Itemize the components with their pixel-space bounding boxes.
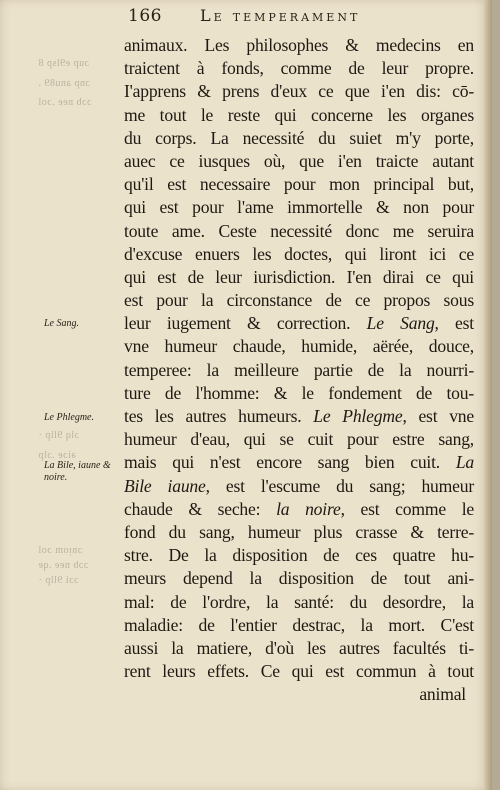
page-header [120,6,470,30]
text-line: qui est de leur iurisdiction. I'en dirai ce qui [124,266,474,287]
text-line: me tout le reste qui concerne les organes [124,104,474,125]
italic-term: Bile iaune [124,475,206,496]
text-line: tes les autres humeurs. Le Phlegme, est vne [124,406,475,426]
italic-term: la noire [276,498,341,519]
margin-note-phlegme: Le Phlegme. [44,412,94,423]
text-line: maladie: de l'entier destrac, la mort. C'est [124,614,474,635]
text-line: chaude & seche: la noire, est comme le [124,498,474,519]
text-line: fond du sang, humeur plus crasse & terre- [124,521,474,542]
show-through-text: ɔup e9lsp 8 [38,58,90,69]
show-through-text: ɔlq 9llp · [38,430,80,441]
text-line: qu'il est necessaire pour mon principal but, [124,174,474,195]
text-line: d'excuse enuers les doctes, qui liront ici ce [124,243,474,264]
text-line: humeur d'eau, qui se cuit pour estre sang, [124,429,474,450]
text-line: meurs depend la disposition de tout ani- [124,568,474,589]
page-number: 166 [128,6,162,26]
show-through-text: əiɔe .ɔlp [38,450,76,461]
italic-term: La [455,452,474,473]
text-line: temperee: la meilleure partie de la nourri- [124,359,474,380]
text-line: Bile iaune, est l'escume du sang; humeur [124,475,474,496]
text-line: toute ame. Ceste necessité donc me seruira [124,220,474,241]
text-line: du corps. La necessité du suiet m'y porte, [124,127,474,148]
text-line: auec ce iusques où, que i'en traicte autant [124,150,474,171]
text-line: ture de l'homme: & le fondement de tou- [124,382,474,403]
show-through-text: ɔnp anu89 . [38,78,90,89]
show-through-text: ɔɔi 9llp · [38,575,79,586]
text-line: mais qui n'est encore sang bien cuit. La [124,452,474,473]
text-line: mal: de l'ordre, la santé: du desordre, la [124,591,474,612]
margin-note-bile: La Bile, iaune & noire. [44,460,111,483]
text-line: leur iugement & correction. Le Sang, est [124,313,474,334]
text-line: rent leurs effets. Ce qui est commun à tout [124,661,474,682]
italic-term: Le Sang [366,313,435,334]
running-head: Le temperament [200,6,361,25]
text-line: traictent à fonds, comme de leur propre. [124,58,474,79]
margin-note-sang: Le Sang. [44,318,79,329]
text-line: I'apprens & prens d'eux ce que i'en dis: cō- [124,81,474,102]
text-line: vne humeur chaude, humide, aërée, douce, [124,336,474,357]
show-through-text: ɔɔb nee .ɔol [38,97,92,108]
text-line: stre. De la disposition de ces quatre hu- [124,545,474,566]
show-through-text: ɔnᴉom ɔol [38,545,83,556]
page-edge [484,0,492,790]
italic-term: Le Phlegme [313,406,403,426]
body-text [124,34,474,706]
text-line: aussi la matiere, d'où les autres facultés ti- [124,637,474,658]
text-line: qui est pour l'ame immortelle & non pour [124,197,474,218]
catchword: animal [419,684,466,705]
text-line: est pour la circonstance de ce propos sous [124,290,474,311]
show-through-text: ɔɔb nee .qe [38,560,89,571]
text-line: animaux. Les philosophes & medecins en [124,35,474,55]
